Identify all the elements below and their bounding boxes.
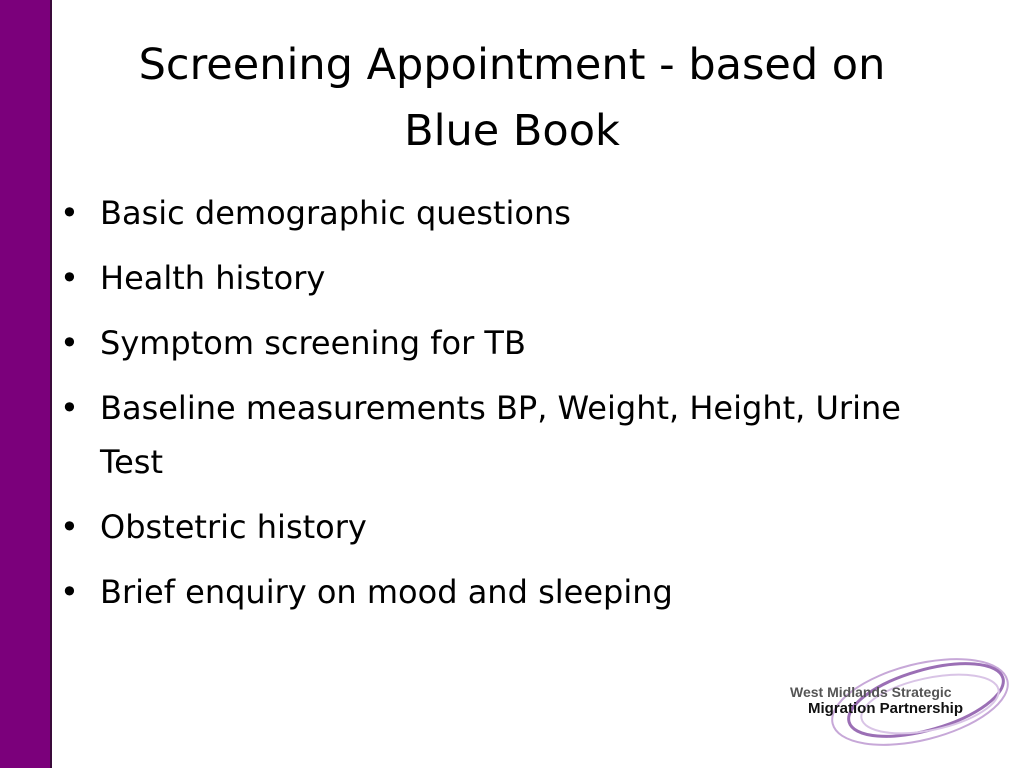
bullet-item — [60, 500, 960, 554]
logo-line-2: Migration Partnership — [808, 700, 964, 717]
bullet-icon: • — [60, 389, 79, 427]
bullet-text: Basic demographic questions — [100, 194, 571, 232]
slide-title — [70, 32, 954, 164]
bullet-icon: • — [60, 259, 79, 297]
bullet-list — [60, 186, 960, 630]
bullet-item — [60, 565, 960, 619]
bullet-item — [60, 251, 960, 305]
bullet-text: Brief enquiry on mood and sleeping — [100, 573, 673, 611]
bullet-text: Obstetric history — [100, 508, 367, 546]
logo-line-1: West Midlands Strategic — [790, 684, 952, 700]
bullet-item — [60, 316, 960, 370]
title-line-2: Blue Book — [404, 106, 620, 156]
bullet-item — [60, 186, 960, 240]
bullet-text: Health history — [100, 259, 326, 297]
bullet-icon: • — [60, 508, 79, 546]
bullet-icon: • — [60, 194, 79, 232]
bullet-text: Symptom screening for TB — [100, 324, 526, 362]
bullet-text: Baseline measurements BP, Weight, Height, Urine Test — [100, 389, 901, 481]
bullet-item — [60, 381, 960, 489]
title-line-1: Screening Appointment - based on — [138, 40, 886, 90]
wmsmp-logo — [780, 650, 1024, 750]
purple-sidebar — [0, 0, 52, 768]
bullet-icon: • — [60, 324, 79, 362]
bullet-icon: • — [60, 573, 79, 611]
